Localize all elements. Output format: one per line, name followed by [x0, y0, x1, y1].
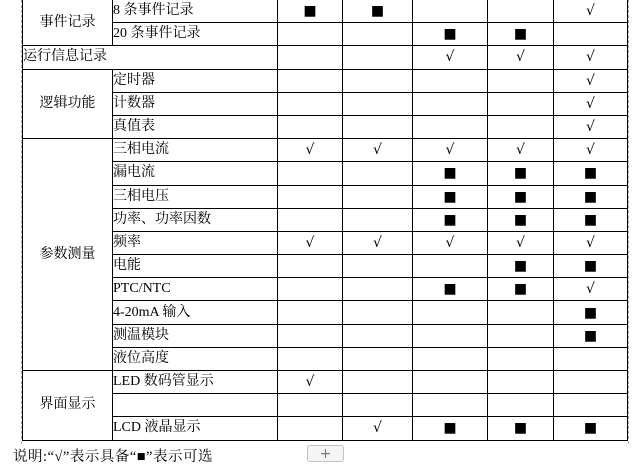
- feature-cell: 20 条事件记录: [113, 23, 278, 46]
- mark-cell: √: [488, 231, 554, 254]
- mark-cell: ■: [488, 208, 554, 231]
- mark-cell: [413, 324, 488, 347]
- mark-cell: √: [278, 139, 343, 162]
- table-row: [23, 417, 628, 440]
- mark-cell: ■: [413, 185, 488, 208]
- mark-cell: [488, 115, 554, 138]
- mark-cell: √: [554, 92, 628, 115]
- group-cell-logic-function: 逻辑功能: [23, 69, 113, 139]
- mark-cell: [343, 92, 413, 115]
- mark-cell: √: [278, 231, 343, 254]
- mark-cell: √: [488, 46, 554, 69]
- feature-cell: 三相电压: [113, 185, 278, 208]
- table-row: [23, 69, 628, 92]
- mark-cell: √: [488, 139, 554, 162]
- feature-cell: 三相电流: [113, 139, 278, 162]
- mark-cell: [343, 394, 413, 417]
- mark-cell: [343, 278, 413, 301]
- feature-cell: LCD 液晶显示: [113, 417, 278, 440]
- mark-cell: √: [343, 417, 413, 440]
- feature-cell: 测温模块: [113, 324, 278, 347]
- mark-cell: [413, 69, 488, 92]
- mark-cell: [488, 92, 554, 115]
- mark-cell: √: [554, 231, 628, 254]
- table-row: [23, 115, 628, 138]
- table-row: [23, 162, 628, 185]
- mark-cell: [278, 255, 343, 278]
- mark-cell: [278, 23, 343, 46]
- mark-cell: ■: [488, 185, 554, 208]
- mark-cell: √: [554, 115, 628, 138]
- table-row: [23, 394, 628, 417]
- mark-cell: [488, 301, 554, 324]
- mark-cell: √: [554, 46, 628, 69]
- mark-cell: [278, 417, 343, 440]
- mark-cell: [343, 347, 413, 370]
- mark-cell: ■: [554, 185, 628, 208]
- mark-cell: ■: [413, 417, 488, 440]
- mark-cell: √: [413, 139, 488, 162]
- mark-cell: [554, 347, 628, 370]
- group-cell-parameter-measure: 参数测量: [23, 139, 113, 371]
- mark-cell: [488, 69, 554, 92]
- mark-cell: √: [413, 231, 488, 254]
- mark-cell: ■: [278, 0, 343, 23]
- feature-cell: 计数器: [113, 92, 278, 115]
- mark-cell: [278, 115, 343, 138]
- table-row: [23, 23, 628, 46]
- feature-cell: 8 条事件记录: [113, 0, 278, 23]
- table-row: [23, 185, 628, 208]
- feature-cell: PTC/NTC: [113, 278, 278, 301]
- mark-cell: ■: [554, 255, 628, 278]
- group-cell-event-record: 事件记录: [23, 0, 113, 46]
- mark-cell: [343, 162, 413, 185]
- mark-cell: [554, 371, 628, 394]
- mark-cell: [554, 23, 628, 46]
- feature-comparison-table: [22, 0, 628, 441]
- feature-cell: 功率、功率因数: [113, 208, 278, 231]
- mark-cell: √: [413, 46, 488, 69]
- mark-cell: ■: [554, 301, 628, 324]
- table-row: [23, 0, 628, 23]
- mark-cell: [343, 208, 413, 231]
- mark-cell: [413, 394, 488, 417]
- mark-cell: [343, 301, 413, 324]
- mark-cell: [278, 46, 343, 69]
- mark-cell: ■: [488, 162, 554, 185]
- table-row: [23, 255, 628, 278]
- mark-cell: [413, 0, 488, 23]
- table-row: [23, 92, 628, 115]
- mark-cell: [278, 394, 343, 417]
- mark-cell: [343, 255, 413, 278]
- mark-cell: √: [343, 139, 413, 162]
- mark-cell: ■: [343, 0, 413, 23]
- mark-cell: [413, 347, 488, 370]
- mark-cell: ■: [554, 162, 628, 185]
- feature-cell: [113, 394, 278, 417]
- mark-cell: [343, 371, 413, 394]
- table-row: [23, 46, 628, 69]
- mark-cell: [413, 371, 488, 394]
- mark-cell: [278, 162, 343, 185]
- mark-cell: ■: [413, 23, 488, 46]
- mark-cell: √: [554, 278, 628, 301]
- mark-cell: [488, 371, 554, 394]
- mark-cell: √: [343, 231, 413, 254]
- feature-cell: 电能: [113, 255, 278, 278]
- mark-cell: [343, 115, 413, 138]
- mark-cell: [488, 394, 554, 417]
- table-row: [23, 347, 628, 370]
- mark-cell: ■: [554, 324, 628, 347]
- feature-cell: 漏电流: [113, 162, 278, 185]
- mark-cell: [343, 324, 413, 347]
- table-row: [23, 324, 628, 347]
- mark-cell: ■: [413, 278, 488, 301]
- mark-cell: ■: [488, 417, 554, 440]
- mark-cell: ■: [554, 208, 628, 231]
- mark-cell: [488, 347, 554, 370]
- mark-cell: [413, 115, 488, 138]
- mark-cell: √: [554, 139, 628, 162]
- mark-cell: [343, 23, 413, 46]
- mark-cell: [343, 69, 413, 92]
- mark-cell: [488, 324, 554, 347]
- feature-cell: 4-20mA 输入: [113, 301, 278, 324]
- mark-cell: [278, 324, 343, 347]
- mark-cell: [554, 394, 628, 417]
- table-row: [23, 231, 628, 254]
- mark-cell: [413, 92, 488, 115]
- mark-cell: √: [554, 0, 628, 23]
- table-row: [23, 278, 628, 301]
- mark-cell: [343, 185, 413, 208]
- mark-cell: ■: [488, 23, 554, 46]
- mark-cell: [413, 255, 488, 278]
- mark-cell: [413, 301, 488, 324]
- table-row: [23, 371, 628, 394]
- mark-cell: ■: [554, 417, 628, 440]
- feature-cell: 频率: [113, 231, 278, 254]
- insert-row-button[interactable]: +: [307, 445, 344, 462]
- mark-cell: ■: [413, 162, 488, 185]
- group-cell-run-info-record: 运行信息记录: [23, 46, 278, 69]
- mark-cell: [278, 208, 343, 231]
- table-row: [23, 208, 628, 231]
- mark-cell: [278, 347, 343, 370]
- feature-cell: 液位高度: [113, 347, 278, 370]
- mark-cell: [278, 301, 343, 324]
- mark-cell: ■: [488, 278, 554, 301]
- table-row: [23, 301, 628, 324]
- mark-cell: √: [554, 69, 628, 92]
- mark-cell: [278, 185, 343, 208]
- table-row: [23, 139, 628, 162]
- feature-cell: 定时器: [113, 69, 278, 92]
- mark-cell: √: [278, 371, 343, 394]
- mark-cell: ■: [413, 208, 488, 231]
- mark-cell: [278, 92, 343, 115]
- text-boundary-right-line: [628, 0, 629, 444]
- mark-cell: [343, 46, 413, 69]
- group-cell-interface-display: 界面显示: [23, 371, 113, 441]
- mark-cell: [278, 69, 343, 92]
- mark-cell: [488, 0, 554, 23]
- feature-cell: LED 数码管显示: [113, 371, 278, 394]
- mark-cell: ■: [488, 255, 554, 278]
- mark-cell: [278, 278, 343, 301]
- legend-note: 说明:“√”表示具备“■”表示可选: [13, 449, 213, 465]
- feature-cell: 真值表: [113, 115, 278, 138]
